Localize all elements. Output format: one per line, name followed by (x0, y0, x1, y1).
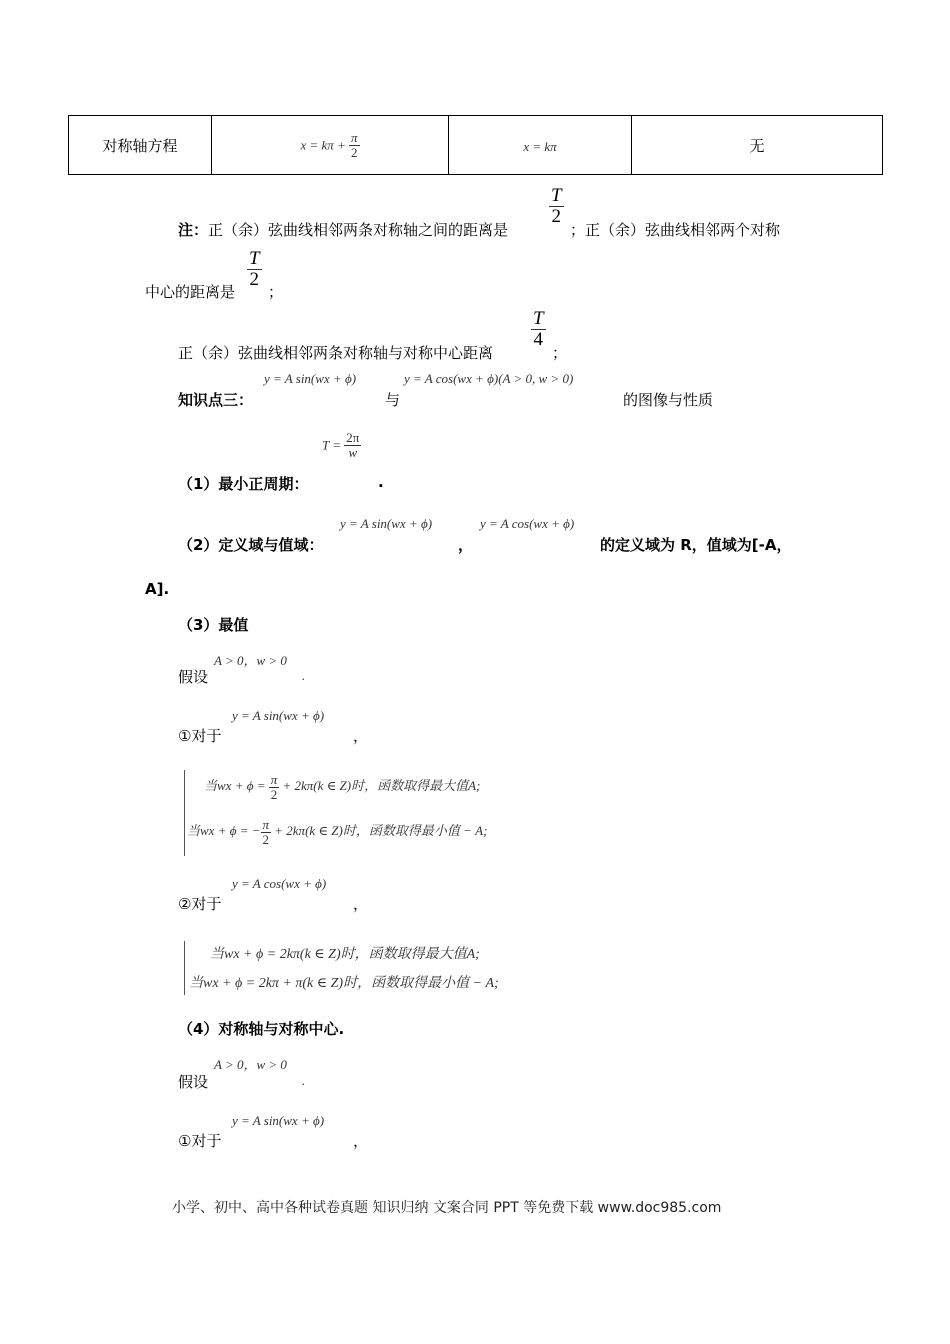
frac-den: 2 (262, 831, 269, 847)
s2-comma: ， (458, 536, 474, 554)
case-post: + 2kπ(k ∈ Z)时，函数取得最小值 − A; (271, 823, 488, 839)
frac-num: T (249, 248, 260, 269)
s3-c1-min (187, 818, 487, 846)
s4-label: （4）对称轴与对称中心. (178, 1020, 345, 1038)
s3-c1-label: ①对于 (178, 727, 222, 745)
frac-den: w (348, 444, 358, 460)
note-line3: 正（余）弦曲线相邻两条对称轴与对称中心距离 (178, 344, 494, 362)
s4-c1-label: ①对于 (178, 1132, 222, 1150)
page-footer: 小学、初中、高中各种试卷真题 知识归纳 文案合同 PPT 等免费下载 www.doc985.com (172, 1200, 722, 1216)
brace-case1 (184, 770, 185, 856)
note-frac1 (549, 186, 564, 227)
s2-formula-cos: y = A cos(wx + ϕ) (480, 516, 575, 531)
s2-text: 的定义域为 R，值域为[-A， (600, 536, 792, 554)
s4-c1-comma: ， (353, 1132, 369, 1150)
s3-c2-max: 当wx + ϕ = 2kπ(k ∈ Z)时，函数取得最大值A; (210, 947, 480, 962)
s3-c1-max (204, 773, 480, 801)
note-semicolon3: ； (552, 344, 568, 362)
tan-axis-text: 无 (749, 136, 765, 155)
s3-c1-comma: ， (353, 727, 369, 745)
s3-c1-formula: y = A sin(wx + ϕ) (232, 708, 325, 723)
frac-num: π (262, 817, 270, 832)
s3-c2-comma: ， (353, 895, 369, 913)
frac-num: π (351, 129, 358, 145)
note-text1: 正（余）弦曲线相邻两条对称轴之间的距离是 (208, 221, 509, 239)
frac-num: π (270, 772, 278, 787)
kp3-title: 知识点三： (178, 391, 254, 409)
sin-axis-cell (212, 116, 449, 175)
note-semicolon2: ； (268, 283, 284, 301)
s3-c2-label: ②对于 (178, 895, 222, 913)
period-lhs: T = (322, 437, 345, 453)
s3-label: （3）最值 (178, 616, 249, 634)
s1-end: . (378, 473, 384, 491)
frac-num: T (533, 308, 544, 329)
note-frac2 (247, 249, 262, 290)
note-prefix: 注： (178, 221, 209, 239)
symmetry-axis-table (68, 115, 883, 175)
s3-condition: A > 0，w > 0 (214, 653, 287, 668)
frac-den: 2 (351, 144, 358, 160)
frac-num: 2π (346, 430, 360, 445)
period-formula (322, 431, 361, 459)
s3-dot: . (302, 668, 306, 683)
frac-den: 2 (270, 786, 278, 802)
sin-axis-frac (349, 131, 360, 159)
kp3-and: 与 (385, 391, 401, 409)
frac-num: T (551, 185, 562, 206)
s3-assume: 假设 (178, 668, 209, 686)
s1-label: （1）最小正周期： (178, 475, 309, 493)
kp3-formula-sin: y = A sin(wx + ϕ) (264, 371, 357, 386)
note-line2: 中心的距离是 (145, 283, 236, 301)
cos-axis-cell (449, 116, 632, 175)
s4-assume: 假设 (178, 1073, 209, 1091)
frac-den: 2 (249, 268, 260, 290)
frac-den: 2 (551, 205, 562, 227)
case-post: + 2kπ(k ∈ Z)时，函数取得最大值A; (279, 778, 481, 794)
s2-formula-sin: y = A sin(wx + ϕ) (340, 516, 433, 531)
row-label (69, 116, 212, 175)
s2-label: （2）定义域与值域： (178, 536, 324, 554)
case-pre: 当wx + ϕ = − (187, 823, 261, 839)
frac-den: 4 (533, 328, 544, 350)
note-frac3 (531, 309, 546, 350)
sin-axis-lhs: x = kπ + (300, 137, 350, 153)
table-row (69, 116, 883, 175)
note-text1-tail: ；正（余）弦曲线相邻两个对称 (570, 221, 781, 239)
case-pre: 当wx + ϕ = (204, 778, 269, 794)
s3-c2-formula: y = A cos(wx + ϕ) (232, 876, 327, 891)
s4-c1-formula: y = A sin(wx + ϕ) (232, 1113, 325, 1128)
s4-condition: A > 0，w > 0 (214, 1057, 287, 1072)
s4-dot: . (302, 1073, 306, 1088)
s2-text2: A]. (145, 580, 170, 598)
row-label-text: 对称轴方程 (102, 136, 178, 155)
kp3-tail: 的图像与性质 (623, 391, 714, 409)
brace-case2 (184, 941, 185, 995)
tan-axis-cell (632, 116, 883, 175)
kp3-formula-cos: y = A cos(wx + ϕ)(A > 0, w > 0) (404, 371, 574, 386)
s3-c2-min: 当wx + ϕ = 2kπ + π(k ∈ Z)时，函数取得最小值 − A; (189, 976, 499, 991)
cos-axis-formula: x = kπ (523, 138, 557, 154)
note-line1 (178, 219, 508, 240)
